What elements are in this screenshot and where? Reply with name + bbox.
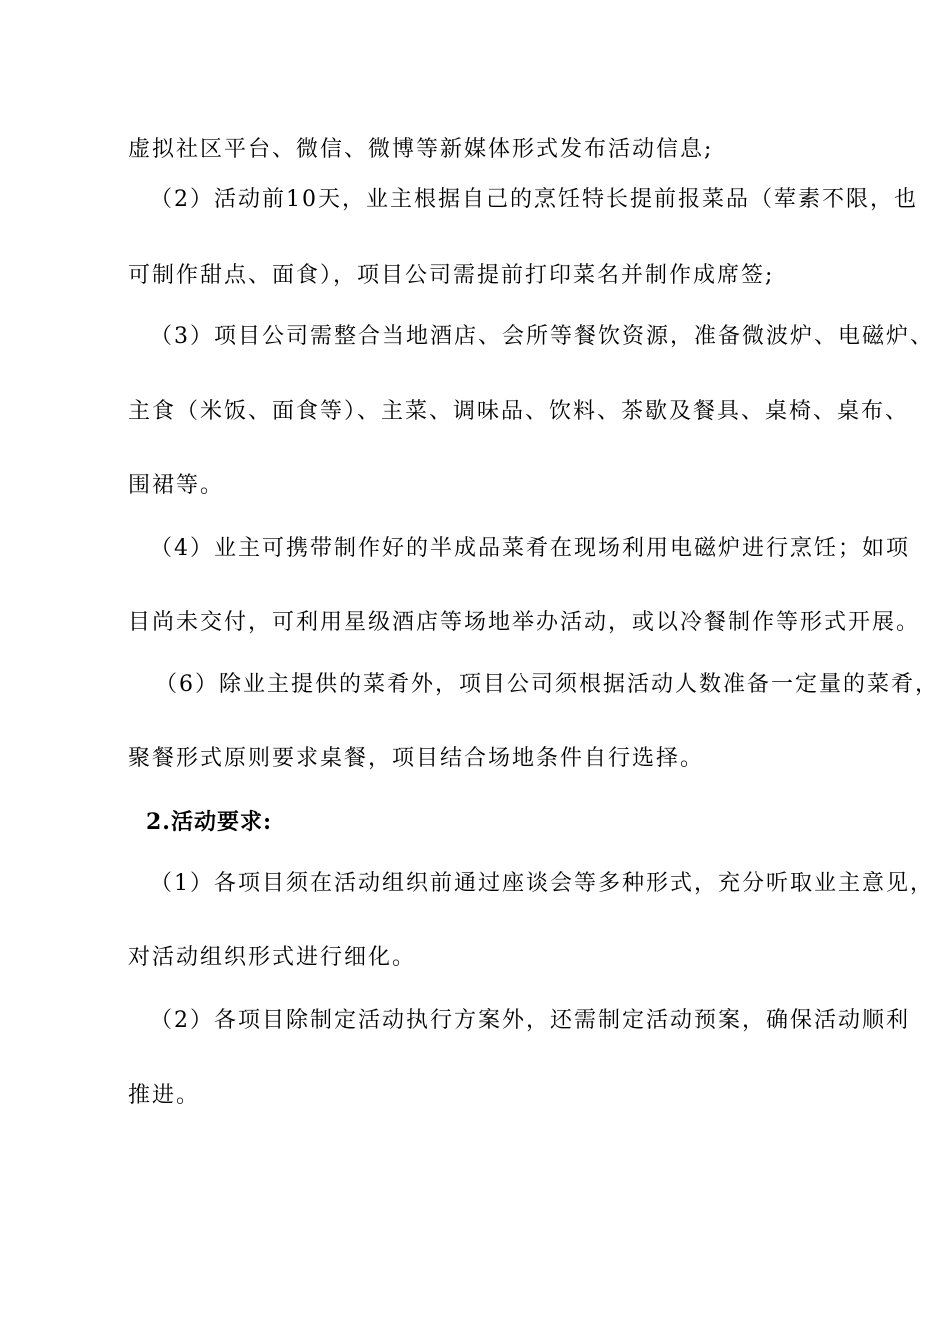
- paragraph-line-1: 虚拟社区平台、微信、微博等新媒体形式发布活动信息;: [128, 137, 714, 162]
- paragraph-line-4: （3）项目公司需整合当地酒店、会所等餐饮资源，准备微波炉、电磁炉、: [150, 324, 934, 349]
- paragraph-line-11: （1）各项目须在活动组织前通过座谈会等多种形式，充分听取业主意见，: [150, 871, 934, 896]
- paragraph-line-12: 对活动组织形式进行细化。: [128, 945, 417, 970]
- paragraph-line-2: （2）活动前10天，业主根据自己的烹饪特长提前报菜品（荤素不限，也: [150, 187, 918, 212]
- paragraph-line-14: 推进。: [128, 1083, 201, 1108]
- paragraph-line-8: 目尚未交付，可利用星级酒店等场地举办活动，或以冷餐制作等形式开展。: [128, 610, 921, 635]
- paragraph-line-10: 聚餐形式原则要求桌餐，项目结合场地条件自行选择。: [128, 746, 705, 771]
- paragraph-line-7: （4）业主可携带制作好的半成品菜肴在现场利用电磁炉进行烹饪；如项: [150, 536, 910, 561]
- paragraph-line-3: 可制作甜点、面食），项目公司需提前打印菜名并制作成席签;: [128, 263, 775, 288]
- section-heading: 2.活动要求:: [146, 809, 273, 835]
- paragraph-line-9: （6）除业主提供的菜肴外，项目公司须根据活动人数准备一定量的菜肴，: [155, 672, 939, 697]
- paragraph-line-5: 主食（米饭、面食等）、主菜、调味品、饮料、茶歇及餐具、桌椅、桌布、: [128, 399, 910, 424]
- paragraph-line-13: （2）各项目除制定活动执行方案外，还需制定活动预案，确保活动顺利: [150, 1008, 910, 1033]
- paragraph-line-6: 围裙等。: [128, 473, 225, 498]
